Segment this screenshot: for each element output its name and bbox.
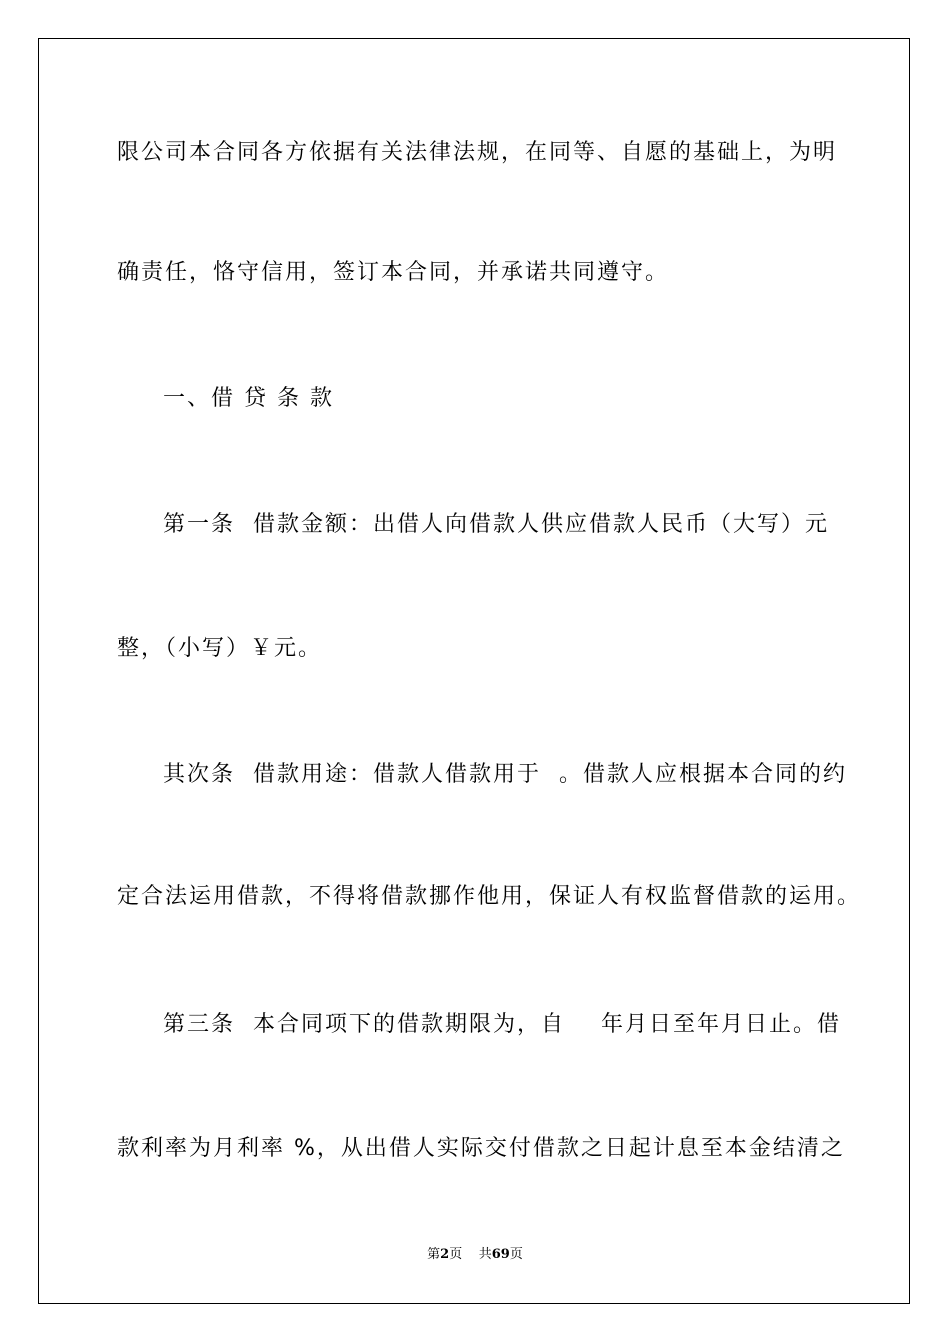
body-line-8: 款利率为月利率 %，从出借人实际交付借款之日起计息至本金结清之 — [117, 1136, 845, 1161]
body-line-2: 确责任，恪守信用，签订本合同，并承诺共同遵守。 — [117, 260, 670, 285]
body-line-4: 整，（小写）￥元。 — [117, 636, 323, 661]
page-border — [38, 38, 910, 1304]
section-heading: 一、借 贷 条 款 — [163, 386, 334, 411]
footer-total-suffix: 页 — [509, 1247, 523, 1262]
body-line-3: 第一条 借款金额：出借人向借款人供应借款人民币（大写）元 — [163, 512, 829, 537]
total-pages-number: 69 — [491, 1247, 510, 1262]
body-line-5: 其次条 借款用途：借款人借款用于 。借款人应根据本合同的约 — [163, 762, 847, 787]
body-line-1: 限公司本合同各方依据有关法律法规，在同等、自愿的基础上，为明 — [117, 140, 838, 165]
body-line-6: 定合法运用借款，不得将借款挪作他用，保证人有权监督借款的运用。 — [117, 884, 862, 909]
page-footer — [0, 1246, 950, 1264]
footer-page-suffix: 页 共 — [449, 1247, 492, 1262]
footer-prefix: 第 — [427, 1247, 441, 1262]
current-page-number: 2 — [440, 1247, 450, 1262]
body-line-7: 第三条 本合同项下的借款期限为，自 年月日至年月日止。借 — [163, 1012, 841, 1037]
